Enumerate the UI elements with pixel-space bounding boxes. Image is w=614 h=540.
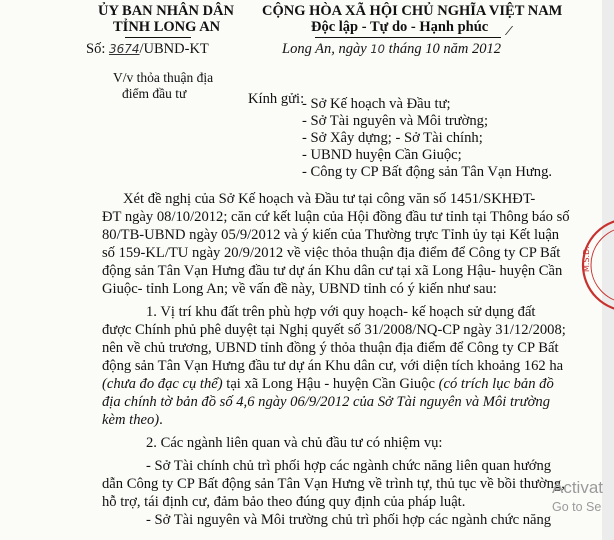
activation-watermark-subtitle: Go to Se [552,500,602,514]
p1-line: được Chính phủ phê duyệt tại Nghị quyết số 31/2008/NQ-CP ngày 31/12/2008; [102,322,566,338]
p1-italic-line-last [102,412,163,429]
month-value: 10 [425,41,440,57]
seal-ring [577,210,614,320]
seal-text: M.S.D. [582,246,591,272]
intro-line: động sản Tân Vạn Hưng đầu tư dự án Khu dân cư tại xã Long Hậu- huyện Cần [102,263,563,279]
bullet1-line: - Sở Tài chính chủ trì phối hợp các ngành chức năng liên quan hướng [146,458,552,474]
intro-line: 80/TB-UBND ngày 05/9/2012 và ý kiến của Thường trực Tỉnh ủy tại Kết luận [102,227,560,243]
recipient-item: - Công ty CP Bất động sản Tân Vạn Hưng. [302,164,553,180]
year-value: 2012 [472,41,502,57]
place-date [282,41,501,58]
p1-italic-tail: kèm theo) [102,412,160,428]
red-seal-fragment [577,210,614,320]
intro-line: ĐT ngày 08/10/2012; căn cứ kết luận của Hội đồng đầu tư tỉnh tại Thông báo số [102,209,570,225]
p2-heading: 2. Các ngành liên quan và chủ đầu tư có nhiệm vụ: [146,435,443,451]
motto: Độc lập - Tự do - Hạnh phúc [311,19,489,35]
p1-note-map: (có trích lục bản đồ [438,376,554,392]
recipients-label: Kính gửi: [248,91,305,107]
p1-end-period: . [159,412,163,428]
margin-mark: ⁄ [508,24,511,38]
doc-no-suffix: /UBND-KT [139,41,209,57]
bullet1-line: hỗ trợ, tái định cư, đảm bảo theo đúng quy định của pháp luật. [102,494,466,510]
document-number [86,41,209,58]
p1-location: tại xã Long Hậu - huyện Cần Giuộc [222,376,439,392]
p1-line [102,376,554,393]
motto-underline [315,37,501,38]
day-handwritten: 10 [370,42,385,56]
recipient-item: - UBND huyện Cần Giuộc; [302,147,462,163]
country-line: CỘNG HÒA XÃ HỘI CHỦ NGHĨA VIỆT NAM [262,3,563,19]
subject-line2: điểm đầu tư [122,86,187,101]
p1-italic-line: địa chính tờ bản đồ số 4,6 ngày 06/9/2012 của Sở Tài nguyên và Môi trường [102,394,551,410]
doc-no-handwritten: 3674 [108,42,140,56]
intro-line: Xét đề nghị của Sở Kế hoạch và Đầu tư tại công văn số 1451/SKHĐT- [123,191,536,207]
recipient-item: - Sở Xây dựng; - Sở Tài chính; [302,130,483,146]
subject-line1: V/v thỏa thuận địa [113,70,214,85]
bullet1-line: dẫn Công ty CP Bất động sản Tân Vạn Hưng về trình tự, thủ tục về bồi thường, [102,476,565,492]
year-label: năm [443,41,469,57]
bullet2-line: - Sở Tài nguyên và Môi trường chủ trì phối hợp các ngành chức năng [146,512,552,528]
recipient-item: - Sở Tài nguyên và Môi trường; [302,113,489,129]
p1-note-not-surveyed: (chưa đo đạc cụ thể) [102,376,223,392]
p1-line: 1. Vị trí khu đất trên phù hợp với quy hoạch- kế hoạch sử dụng đất [146,304,536,320]
agency-underline [125,37,191,38]
activation-watermark-title: Activat [552,478,604,497]
agency-line1: ỦY BAN NHÂN DÂN [98,3,235,19]
intro-line: số 159-KL/TU ngày 20/9/2012 về việc thỏa thuận địa điểm để Công ty CP Bất [102,245,561,261]
place-date-prefix: Long An, ngày [282,41,367,57]
month-label: tháng [388,41,422,57]
agency-line2: TỈNH LONG AN [113,19,221,35]
intro-line: Giuộc- tỉnh Long An; về vấn đề này, UBND tỉnh có ý kiến như sau: [102,281,497,297]
p1-line: nên về chủ trương, UBND tỉnh đồng ý thỏa thuận địa điểm để Công ty CP Bất [102,340,559,356]
doc-no-prefix: Số: [86,41,106,57]
p1-line: động sản Tân Vạn Hưng đầu tư dự án Khu dân cư, với diện tích khoảng 162 ha [102,358,564,374]
recipient-item: - Sở Kế hoạch và Đầu tư; [302,96,451,112]
